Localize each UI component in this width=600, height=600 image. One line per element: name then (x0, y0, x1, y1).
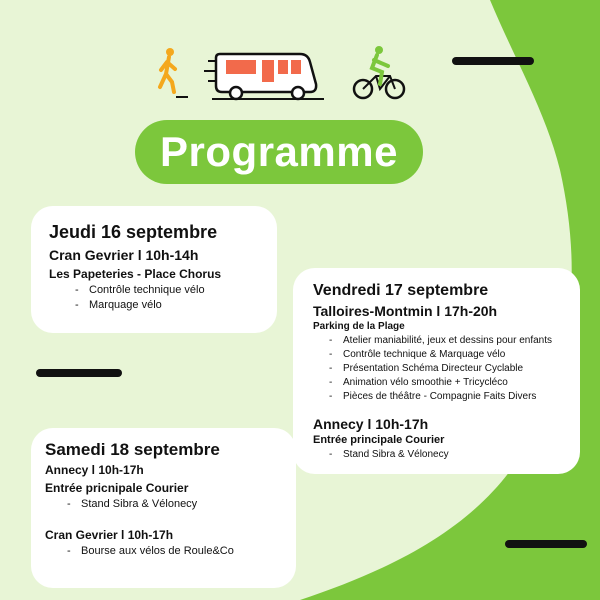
decorative-dash (36, 369, 122, 377)
day-card-saturday (31, 428, 296, 588)
session-venue: Entrée principale Courier (313, 434, 445, 446)
activity-list (45, 544, 296, 559)
activity-item: - Contrôle technique & Marquage vélo (343, 348, 580, 362)
session-place: Annecy l 10h-17h (45, 463, 144, 477)
session-place: Talloires-Montmin l 17h-20h (313, 303, 498, 319)
bus-icon (204, 54, 324, 100)
pedestrian-icon (160, 48, 188, 98)
activity-item: - Animation vélo smoothie + Tricycléco (343, 376, 580, 390)
session-place: Cran Gevrier l 10h-14h (49, 247, 199, 263)
session-venue: Parking de la Plage (313, 321, 405, 332)
session-place: Cran Gevrier l 10h-17h (45, 528, 174, 542)
day-heading: Jeudi 16 septembre (49, 222, 218, 242)
session-venue: Entrée pricnipale Courier (45, 481, 189, 495)
day-heading: Samedi 18 septembre (45, 440, 220, 459)
day-card-thursday (31, 206, 277, 333)
session-place: Annecy l 10h-17h (313, 416, 429, 432)
activity-item: - Pièces de théâtre - Compagnie Faits Divers (343, 390, 580, 404)
cyclist-icon (354, 46, 404, 98)
activity-list (45, 497, 296, 512)
activity-item: - Atelier maniabilité, jeux et dessins pour enfants (343, 334, 580, 348)
day-card-friday (293, 268, 580, 474)
programme-title-pill (135, 120, 423, 184)
activity-item: - Contrôle technique vélo (89, 283, 277, 298)
activity-list (313, 448, 580, 462)
activity-list (49, 283, 277, 313)
day-heading: Vendredi 17 septembre (313, 282, 489, 299)
transport-icons (150, 42, 420, 104)
activity-item: - Bourse aux vélos de Roule&Co (81, 544, 296, 559)
decorative-dash (452, 57, 534, 65)
activity-item: - Stand Sibra & Vélonecy (343, 448, 580, 462)
activity-list (313, 334, 580, 404)
activity-item: - Marquage vélo (89, 298, 277, 313)
activity-item: - Présentation Schéma Directeur Cyclable (343, 362, 580, 376)
decorative-dash (505, 540, 587, 548)
session-venue: Les Papeteries - Place Chorus (49, 267, 222, 281)
activity-item: - Stand Sibra & Vélonecy (81, 497, 296, 512)
page-title: Programme (160, 128, 398, 175)
